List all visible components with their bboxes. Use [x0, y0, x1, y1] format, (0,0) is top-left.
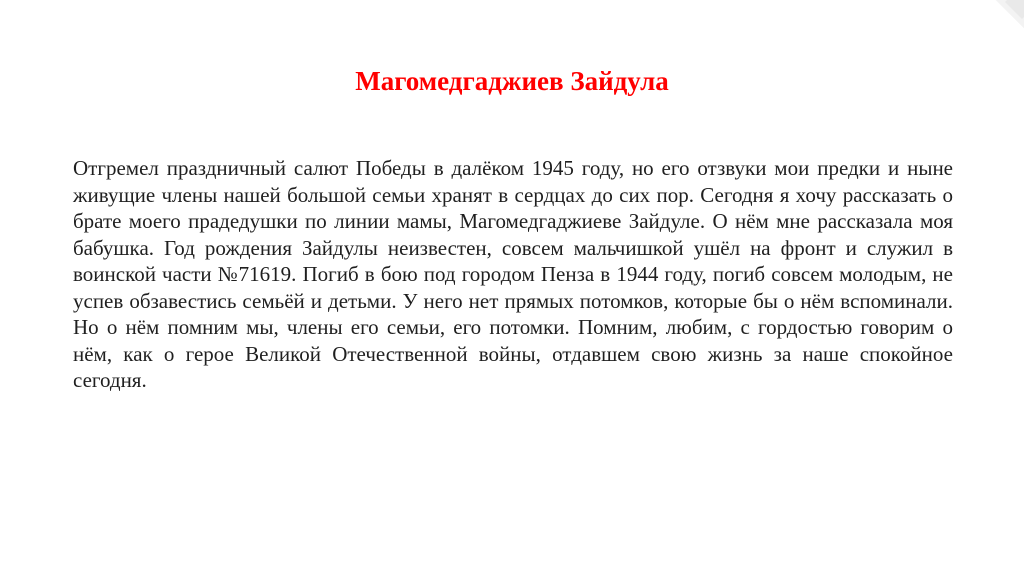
slide-title: Магомедгаджиев Зайдула	[355, 66, 669, 96]
corner-decoration	[984, 0, 1024, 40]
slide-body-text: Отгремел праздничный салют Победы в далёком 1945 году, но его отзвуки мои предки и ныне живущие члены нашей большой семьи хранят в сердцах до сих пор. Сегодня я хочу рассказать о брате моего прадедушки по линии мамы, Магомедгаджиеве Зайдуле. О нём мне рассказала моя бабушка. Год рождения Зайдулы неизвестен, совсем мальчишкой ушёл на фронт и служил в воинской части №71619. Погиб в бою под городом Пенза в 1944 году, погиб совсем молодым, не успев обзавестись семьёй и детьми. У него нет прямых потомков, которые бы о нём вспоминали. Но о нём помним мы, члены его семьи, его потомки. Помним, любим, с гордостью говорим о нём, как о герое Великой Отечественной войны, отдавшем свою жизнь за наше спокойное сегодня.	[73, 156, 953, 392]
